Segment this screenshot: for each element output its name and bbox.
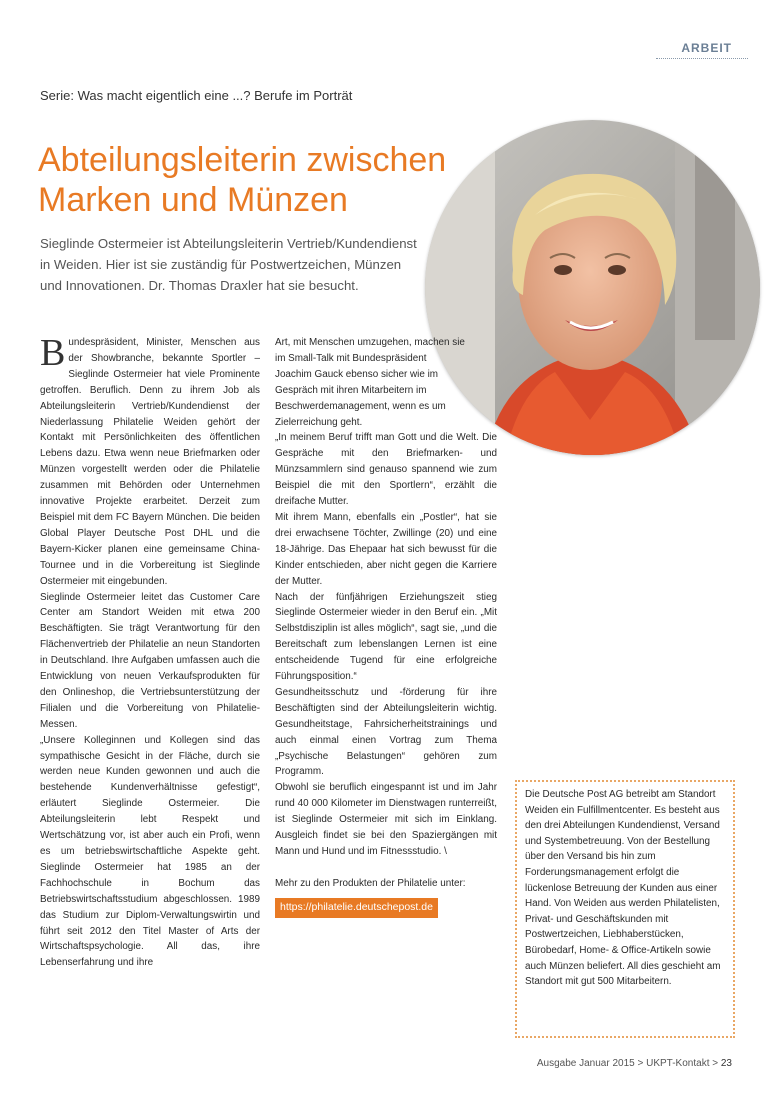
series-line: Serie: Was macht eigentlich eine ...? Berufe im Porträt: [40, 88, 353, 103]
page-footer: [537, 1058, 732, 1069]
column-2: [275, 335, 497, 918]
col1-paragraph-2: Sieglinde Ostermeier leitet das Customer Care Center am Standort Weiden mit etwa 200 Beschäftigten. Sie trägt Verantwortung für den Flächenvertrieb der Philatelie an neun Standorten in Deutschland. Ihre Aufgaben umfassen auch die Entwicklung von neuen Verkaufsprodukten für den Onlineshop, die Vertriebsunterstützung der Filialen und die Vorbereitung von Philatelie-Messen.: [40, 591, 260, 730]
drop-cap: B: [40, 332, 66, 374]
page-number: 23: [720, 1058, 732, 1069]
col1-paragraph-3: „Unsere Kolleginnen und Kollegen sind das sympathische Gesicht in der Fläche, durch sie werden neue Kunden gewonnen und auch die bestehende Kundenverhältnisse gefestigt“, erläutert Sieglinde Ostermeier. Die Abteilungsleiterin lebt Respekt und Wertschätzung vor, ist aber auch ein Profi, wenn es um betriebswirtschaftliche Aspekte geht. Sieglinde Ostermeier hat 1985 an der Fachhochschule in Bochum das Betriebswirtschaftsstudium abgeschlossen. 1989 das Studium zur Diplom-Verwaltungswirtin und führt seit 2012 den Titel Master of Arts der Wirtschaftspsychologie. All das, ihre Lebenserfahrung und ihre: [40, 734, 260, 969]
col1-paragraph-1: [40, 332, 260, 590]
section-label: ARBEIT: [681, 41, 732, 55]
footer-issue: Ausgabe Januar 2015 >: [536, 1058, 644, 1069]
section-rule: [656, 58, 748, 59]
more-info-text: Mehr zu den Produkten der Philatelie unter:: [275, 877, 466, 889]
col2-paragraph-1: Art, mit Menschen umzugehen, machen sie im Small-Talk mit Bundespräsident Joachim Gauck ebenso sicher wie im Gespräch mit ihren Mitarbeitern im Beschwerdemanagement, wenn es um Zielerreichung geht.: [275, 337, 465, 428]
column-1: [40, 332, 260, 971]
col2-paragraph-4: Nach der fünfjährigen Erziehungszeit stieg Sieglinde Ostermeier wieder in den Beruf ein. „Mit Selbstdisziplin ist alles möglich“, sagt sie, „und die Bereitschaft zum lebenslangen Lernen ist eine entscheidende Tugend für eine erfolgreiche Führungsposition.“: [275, 591, 497, 683]
col2-paragraph-5: Gesundheitsschutz und -förderung für ihre Beschäftigten sind der Abteilungsleiterin wichtig. Gesundheitstage, Fahrsicherheitstrainings und auch einmal einen Vortrag zum Thema „Psychische Belastungen“ gehören zum Programm.: [275, 686, 497, 778]
info-box: Die Deutsche Post AG betreibt am Standort Weiden ein Fulfillmentcenter. Es besteht aus den drei Abteilungen Kundendienst, Versand und Systembetreuung. Von der Bestellung über den Versand bis hin zum Forderungsmanagement erfolgt die lückenlose Betreuung der Kunden aus einer Hand. Von Weiden aus werden Philatelisten, Privat- und Geschäftskunden mit Postwertzeichen, Liebhaberstücken, Bürobedarf, Home- & Office-Artikeln sowie auch Münzen beliefert. All dies geschieht am Standort mit gut 500 Mitarbeitern.: [515, 780, 735, 1038]
col2-paragraph-3: Mit ihrem Mann, ebenfalls ein „Postler“, hat sie drei erwachsene Töchter, Zwillinge (20) und eine 18-Jährige. Das Ehepaar hat sich bewusst für die Kinder entschieden, aber nicht gegen die Karriere der Mutter.: [275, 511, 497, 587]
philatelie-link[interactable]: https://philatelie.deutschepost.de: [275, 898, 438, 918]
col2-paragraph-6: Obwohl sie beruflich eingespannt ist und im Jahr rund 40 000 Kilometer im Dienstwagen runterreißt, ist Sieglinde Ostermeier mit sich im Einklang. Ausgleich findet sie bei den Spaziergängen mit Mann und Hund und im Fitnessstudio. \: [275, 782, 497, 857]
col1-paragraph-1-text: undespräsident, Minister, Menschen aus der Showbranche, bekannte Sportler – Sieglinde Ostermeier hat viele Prominente getroffen. Beruflich. Denn zu ihrem Job als Abteilungsleiterin Vertrieb/Kundendienst der Niederlassung Philatelie Weiden gehört der Kontakt mit Persönlichkeiten des öffentlichen Lebens dazu. Etwa wenn neue Briefmarken oder Münzen vorgestellt werden oder die Philatelie zusammen mit Behörden oder Unternehmen innovative Projekte erarbeitet. Derzeit zum Beispiel mit dem FC Bayern München. Die beiden Global Player Deutsche Post DHL und die Bayern-Kicker planen eine gemeinsame China-Tournee und in die Vorbereitung ist Sieglinde Ostermeier mit eingebunden.: [40, 337, 260, 587]
footer-magazine: UKPT-Kontakt >: [646, 1058, 719, 1069]
article-lead: Sieglinde Ostermeier ist Abteilungsleiterin Vertrieb/Kundendienst in Weiden. Hier ist sie zuständig für Postwertzeichen, Münzen und Innovationen. Dr. Thomas Draxler hat sie besucht.: [40, 236, 417, 293]
col2-paragraph-2: „In meinem Beruf trifft man Gott und die Welt. Die Gespräche mit den Briefmarken- und Münzsammlern sind genauso spannend wie zum Beispiel die mit den Sportlern“, erzählt die dreifache Mutter.: [275, 432, 497, 508]
article-title: Abteilungsleiterin zwischen Marken und Münzen: [38, 141, 447, 219]
